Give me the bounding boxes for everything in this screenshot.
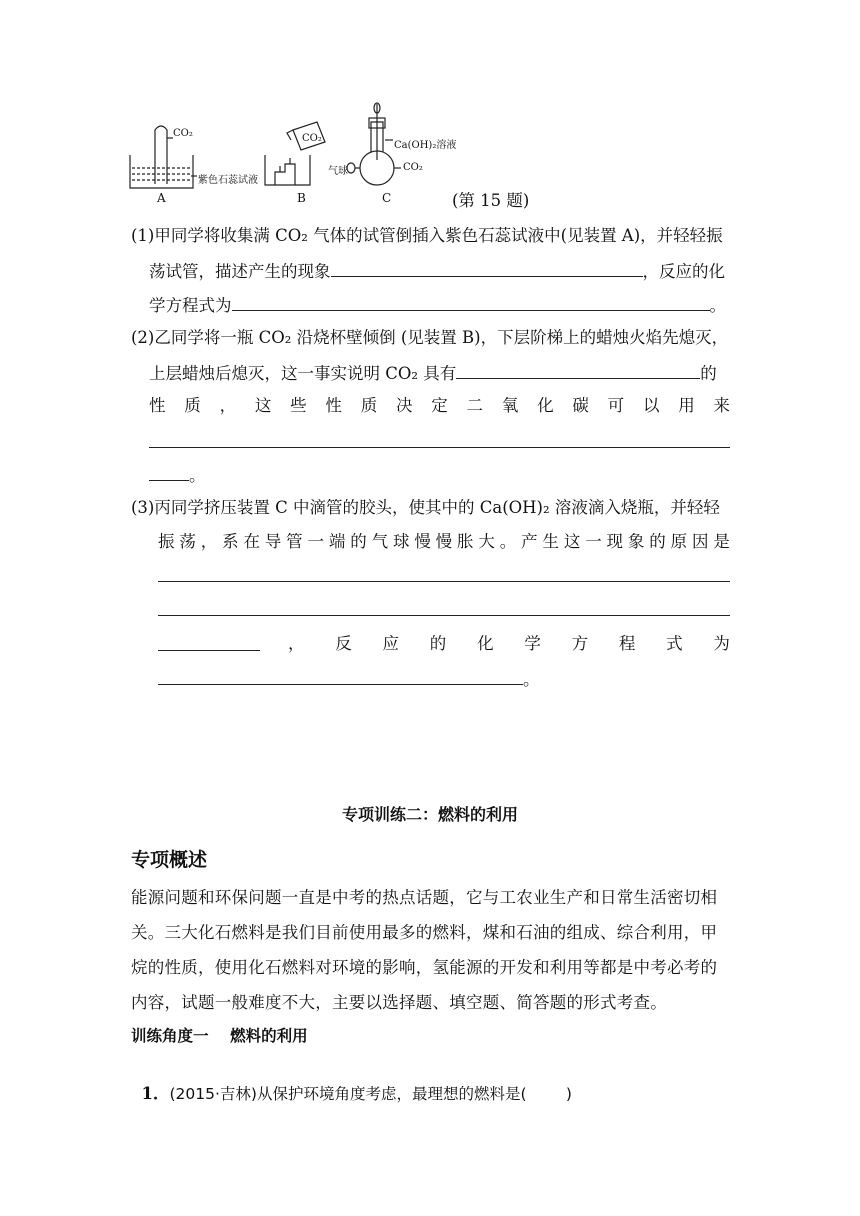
section-title: 专项训练二：燃料的利用 <box>341 805 518 824</box>
apparatus-c <box>347 103 401 185</box>
q2-property-blank[interactable] <box>456 360 700 379</box>
q2-use-blank-end[interactable] <box>149 462 189 481</box>
overview-para-line-3: 烷的性质，使用化石燃料对环境的影响，氢能源的开发和利用等都是中考必考的 <box>131 958 718 977</box>
letter-b: B <box>297 191 306 205</box>
q3-line6: 。 <box>158 666 540 692</box>
q2-use-blank-line[interactable] <box>149 447 730 448</box>
overview-heading: 专项概述 <box>131 849 208 871</box>
overview-para-line-4: 内容，试题一般难度不大，主要以选择题、填空题、简答题的形式考查。 <box>131 993 667 1012</box>
figure-caption: (第 15 题) <box>452 191 530 210</box>
q1-line1: (1)甲同学将收集满 CO₂ 气体的试管倒插入紫色石蕊试液中(见装置 A)，并轻轻振 <box>131 226 723 245</box>
q3-line5 <box>158 632 730 658</box>
overview-para-line-1: 能源问题和环保问题一直是中考的热点话题，它与工农业生产和日常生活密切相 <box>131 888 718 907</box>
training-angle-heading: 训练角度一 燃料的利用 <box>131 1027 308 1045</box>
question-1-text: (2015·吉林)从保护环境角度考虑，最理想的燃料是( ) <box>169 1085 572 1103</box>
label-c-co2: CO₂ <box>403 162 423 173</box>
apparatus-figure <box>125 100 465 210</box>
q3-reason-blank-line-1[interactable] <box>158 581 730 582</box>
q3-reason-blank-end[interactable] <box>158 632 260 651</box>
q3-line2: 振 荡 ， 系 在 导 管 一 端 的 气 球 慢 慢 胀 大 。 产 生 这 一 现 象 的 原 因 是 <box>158 532 730 551</box>
q2-line2: 上层蜡烛后熄灭，这一事实说明 CO₂ 具有 的 <box>149 360 717 386</box>
label-a-co2: CO₂ <box>173 128 193 139</box>
q1-phenomenon-blank[interactable] <box>331 258 643 277</box>
letter-a: A <box>157 191 166 205</box>
label-c-solution: Ca(OH)₂溶液 <box>394 140 457 151</box>
overview-para-line-2: 关。三大化石燃料是我们目前使用最多的燃料，煤和石油的组成、综合利用，甲 <box>131 923 718 942</box>
q1-line3: 学方程式为 。 <box>149 292 726 318</box>
q2-line5: 。 <box>149 462 206 488</box>
q3-line1: (3)丙同学挤压装置 C 中滴管的胶头，使其中的 Ca(OH)₂ 溶液滴入烧瓶，并轻轻 <box>131 498 720 517</box>
question-1-number: 1． <box>141 1084 170 1103</box>
apparatus-b <box>265 122 325 185</box>
label-b-co2: CO₂ <box>302 133 322 144</box>
label-c-balloon: 气球 <box>328 166 348 177</box>
letter-c: C <box>382 191 392 205</box>
q2-line3: 性 质 ， 这 些 性 质 决 定 二 氧 化 碳 可 以 用 来 <box>149 396 730 415</box>
label-a-liquid: 紫色石蕊试液 <box>198 175 258 186</box>
q1-line2: 荡试管，描述产生的现象 ，反应的化 <box>149 258 725 284</box>
q3-reason-blank-line-2[interactable] <box>158 615 730 616</box>
question-1 <box>131 1058 572 1106</box>
q3-equation-blank[interactable] <box>158 666 523 685</box>
q3-line5-text: ， 反 应 的 化 学 方 程 式 为 <box>288 634 730 653</box>
q2-line1: (2)乙同学将一瓶 CO₂ 沿烧杯壁倾倒 (见装置 B)，下层阶梯上的蜡烛火焰先熄灭， <box>131 328 729 347</box>
q1-equation-blank[interactable] <box>232 292 710 311</box>
